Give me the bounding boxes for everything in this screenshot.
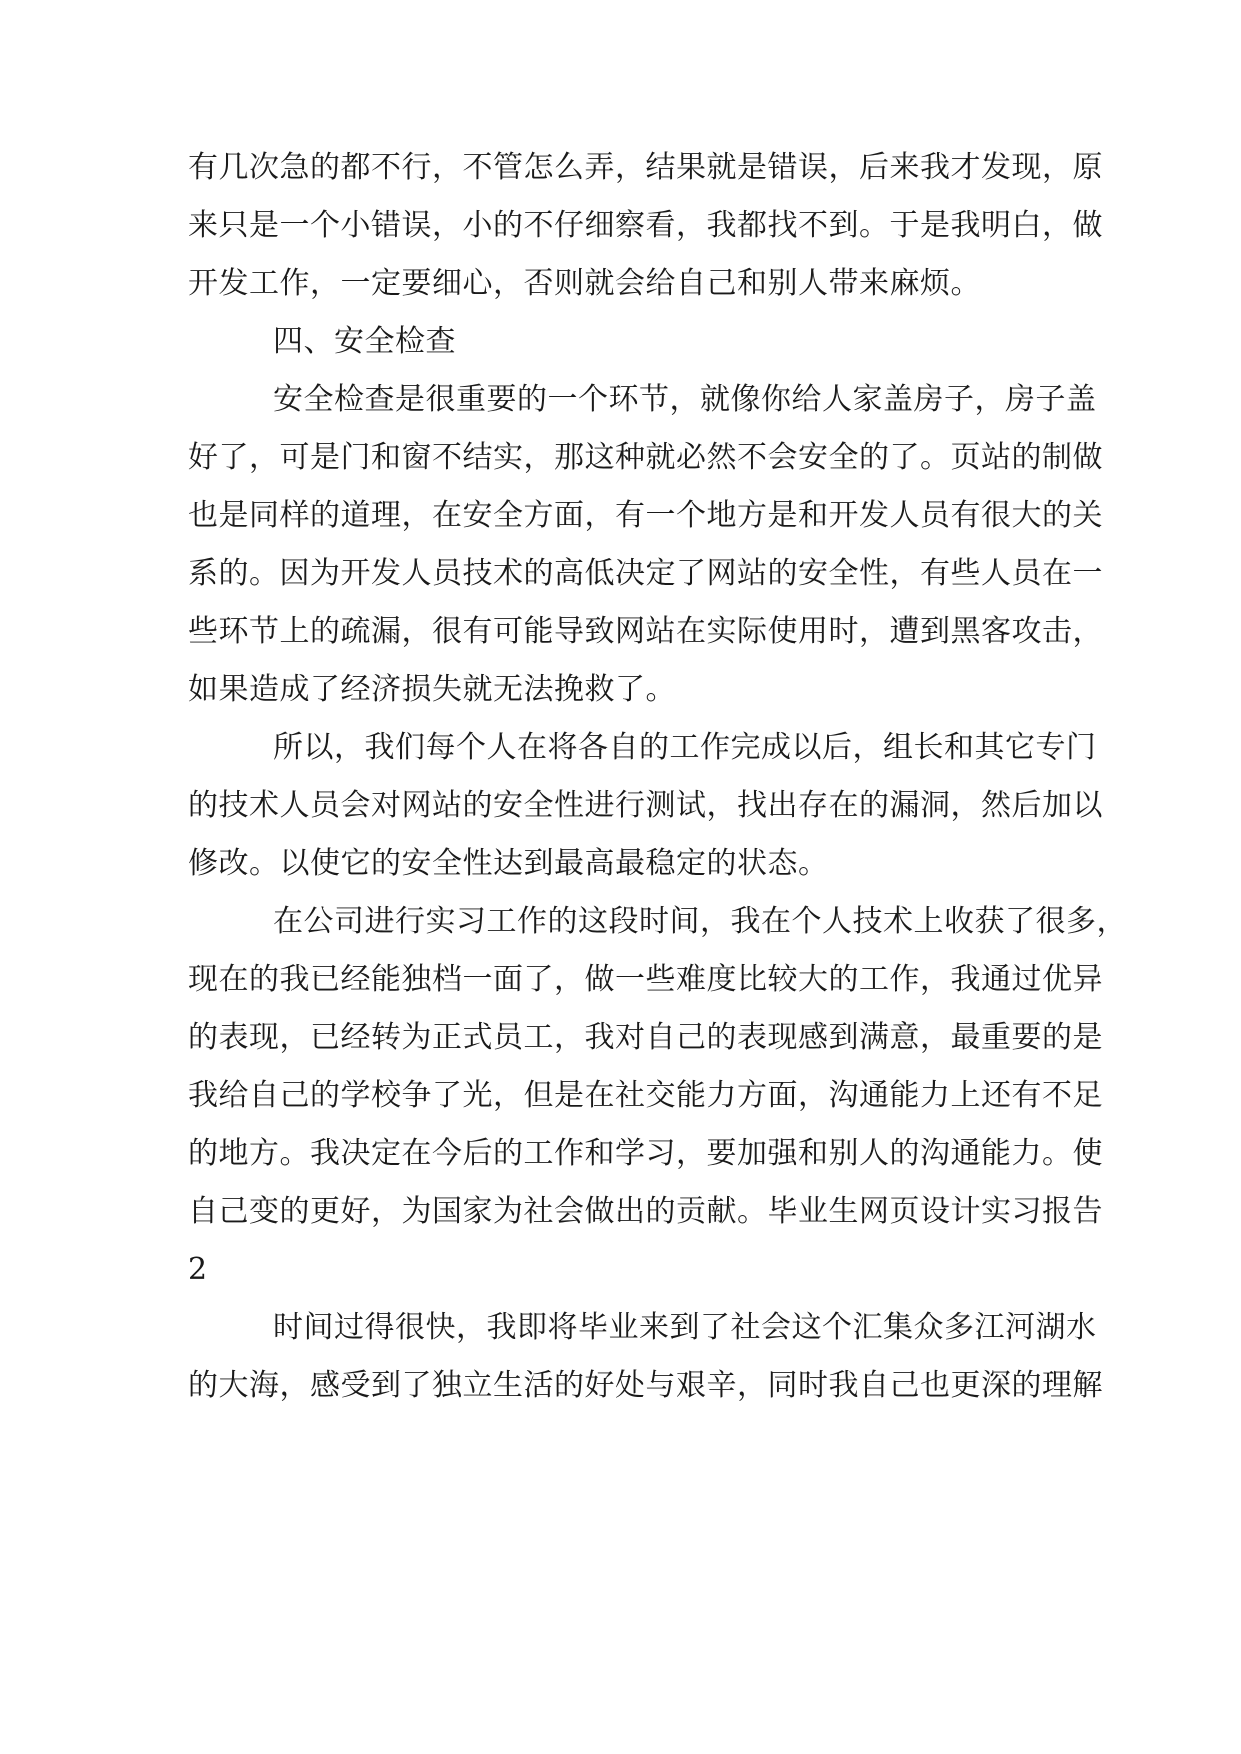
text-line: 有几次急的都不行，不管怎么弄，结果就是错误，后来我才发现，原 [188,150,1103,185]
text-line: 如果造成了经济损失就无法挽救了。 [188,672,676,707]
text-line: 在公司进行实习工作的这段时间，我在个人技术上收获了很多， [273,904,1127,939]
section-heading: 四、安全检查 [273,324,456,359]
text-line: 时间过得很快，我即将毕业来到了社会这个汇集众多江河湖水 [273,1310,1097,1345]
text-line: 所以，我们每个人在将各自的工作完成以后，组长和其它专门 [273,730,1097,765]
text-line: 些环节上的疏漏，很有可能导致网站在实际使用时，遭到黑客攻击， [188,614,1103,649]
text-line: 的技术人员会对网站的安全性进行测试，找出存在的漏洞，然后加以 [188,788,1103,823]
text-line: 2 [188,1252,208,1287]
text-line: 的大海，感受到了独立生活的好处与艰辛，同时我自己也更深的理解 [188,1368,1103,1403]
text-line: 系的。因为开发人员技术的高低决定了网站的安全性，有些人员在一 [188,556,1103,591]
text-line: 修改。以使它的安全性达到最高最稳定的状态。 [188,846,829,881]
text-line: 好了，可是门和窗不结实，那这种就必然不会安全的了。页站的制做 [188,440,1103,475]
text-line: 现在的我已经能独档一面了，做一些难度比较大的工作，我通过优异 [188,962,1103,997]
text-line: 安全检查是很重要的一个环节，就像你给人家盖房子，房子盖 [273,382,1097,417]
text-line: 的表现，已经转为正式员工，我对自己的表现感到满意，最重要的是 [188,1020,1103,1055]
text-line: 自己变的更好，为国家为社会做出的贡献。毕业生网页设计实习报告 [188,1194,1103,1229]
text-line: 来只是一个小错误，小的不仔细察看，我都找不到。于是我明白，做 [188,208,1103,243]
text-line: 开发工作，一定要细心，否则就会给自己和别人带来麻烦。 [188,266,981,301]
text-line: 我给自己的学校争了光，但是在社交能力方面，沟通能力上还有不足 [188,1078,1103,1113]
text-line: 的地方。我决定在今后的工作和学习，要加强和别人的沟通能力。使 [188,1136,1103,1171]
text-line: 也是同样的道理，在安全方面，有一个地方是和开发人员有很大的关 [188,498,1103,533]
